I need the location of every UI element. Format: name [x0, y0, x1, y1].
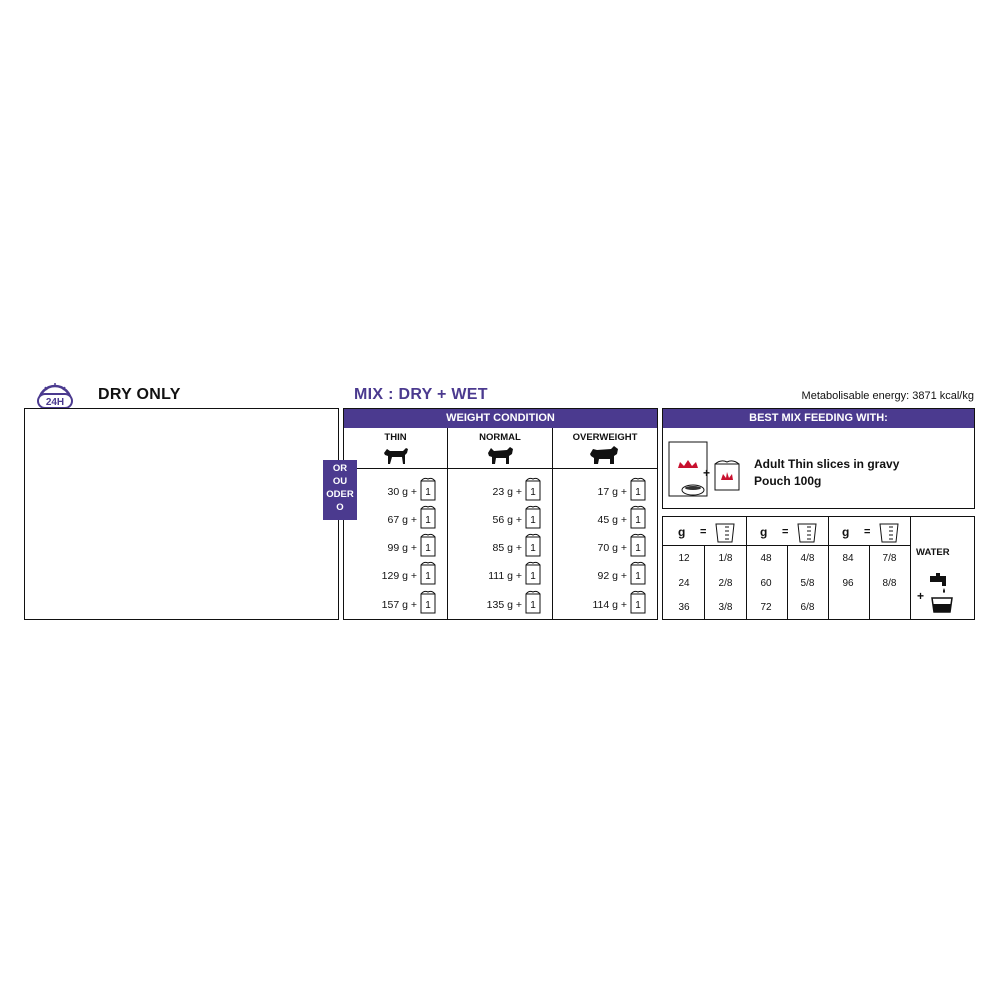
pouch-count: 1	[425, 571, 431, 582]
cup-value: 6/8	[800, 602, 815, 613]
gram-unit: g	[842, 525, 850, 539]
gram-unit: g	[760, 525, 768, 539]
24h-clock-icon	[34, 380, 76, 408]
gram-value: 12	[678, 553, 690, 564]
mix-cell: 157 g +	[381, 599, 417, 611]
mix-col-thin: THIN	[384, 432, 407, 443]
cup-value: 5/8	[800, 578, 815, 589]
best-mix-plus: +	[703, 466, 711, 480]
mix-cell: 92 g +	[597, 570, 627, 582]
equals-sign: =	[700, 526, 707, 538]
mix-cell: 67 g +	[387, 514, 417, 526]
pouch-count: 1	[425, 487, 431, 498]
mix-weight-condition-header: WEIGHT CONDITION	[344, 409, 657, 428]
best-mix-product: Adult Thin slices in gravy Pouch 100g	[754, 457, 900, 488]
cup-value: 2/8	[718, 578, 733, 589]
pouch-count: 1	[425, 515, 431, 526]
dry-only-table	[24, 408, 339, 620]
overweight-dog-icon	[588, 444, 620, 471]
water-plus: +	[917, 589, 925, 603]
mix-cell: 129 g +	[381, 570, 417, 582]
cup-value: 4/8	[800, 553, 815, 564]
gram-value: 84	[842, 553, 854, 564]
pouch-count: 1	[530, 600, 536, 611]
pouch-count: 1	[635, 600, 641, 611]
pouch-count: 1	[425, 600, 431, 611]
mix-cell: 114 g +	[592, 599, 627, 611]
wet-pouch-icon	[713, 458, 741, 497]
gram-value: 60	[760, 578, 772, 589]
thin-dog-icon	[381, 444, 411, 471]
water-label: WATER	[916, 547, 950, 558]
pouch-count: 1	[530, 515, 536, 526]
pouch-count: 1	[530, 487, 536, 498]
mix-col-normal: NORMAL	[479, 432, 521, 443]
dry-only-title: DRY ONLY	[98, 386, 181, 403]
divider	[552, 428, 553, 620]
mix-cell: 99 g +	[387, 542, 417, 554]
or-separator: OR OU ODER O	[323, 460, 357, 520]
cup-value: 8/8	[882, 578, 897, 589]
measuring-cup-icon	[714, 522, 736, 549]
mix-cell: 17 g +	[597, 486, 627, 498]
mix-cell: 70 g +	[597, 542, 627, 554]
pouch-count: 1	[635, 571, 641, 582]
gram-value: 96	[842, 578, 854, 589]
metabolisable-energy: Metabolisable energy: 3871 kcal/kg	[801, 390, 974, 402]
cup-value: 1/8	[718, 553, 733, 564]
gram-value: 72	[760, 602, 772, 613]
mix-cell: 111 g +	[488, 570, 522, 582]
gram-value: 48	[760, 553, 772, 564]
mix-cell: 30 g +	[387, 486, 417, 498]
measuring-cup-icon	[878, 522, 900, 549]
mix-col-overweight: OVERWEIGHT	[572, 432, 638, 443]
divider	[447, 428, 448, 620]
mix-cell: 23 g +	[492, 486, 522, 498]
pouch-count: 1	[635, 543, 641, 554]
gram-unit: g	[678, 525, 686, 539]
divider	[910, 517, 911, 620]
measuring-cup-icon	[796, 522, 818, 549]
cup-value: 3/8	[718, 602, 733, 613]
normal-dog-icon	[485, 444, 515, 471]
24h-badge-text: 24H	[45, 397, 65, 408]
pouch-count: 1	[635, 487, 641, 498]
mix-cell: 45 g +	[597, 514, 627, 526]
equals-sign: =	[864, 526, 871, 538]
pouch-count: 1	[425, 543, 431, 554]
gram-value: 36	[678, 602, 690, 613]
mix-title: MIX : DRY + WET	[354, 386, 488, 403]
equals-sign: =	[782, 526, 789, 538]
mix-cell: 135 g +	[486, 599, 522, 611]
divider	[828, 517, 829, 620]
gram-value: 24	[678, 578, 690, 589]
pouch-count: 1	[635, 515, 641, 526]
cup-value: 7/8	[882, 553, 897, 564]
pouch-count: 1	[530, 543, 536, 554]
water-tap-icon	[928, 572, 954, 619]
pouch-count: 1	[530, 571, 536, 582]
best-mix-header: BEST MIX FEEDING WITH:	[663, 409, 974, 428]
mix-cell: 85 g +	[492, 542, 522, 554]
mix-cell: 56 g +	[492, 514, 522, 526]
